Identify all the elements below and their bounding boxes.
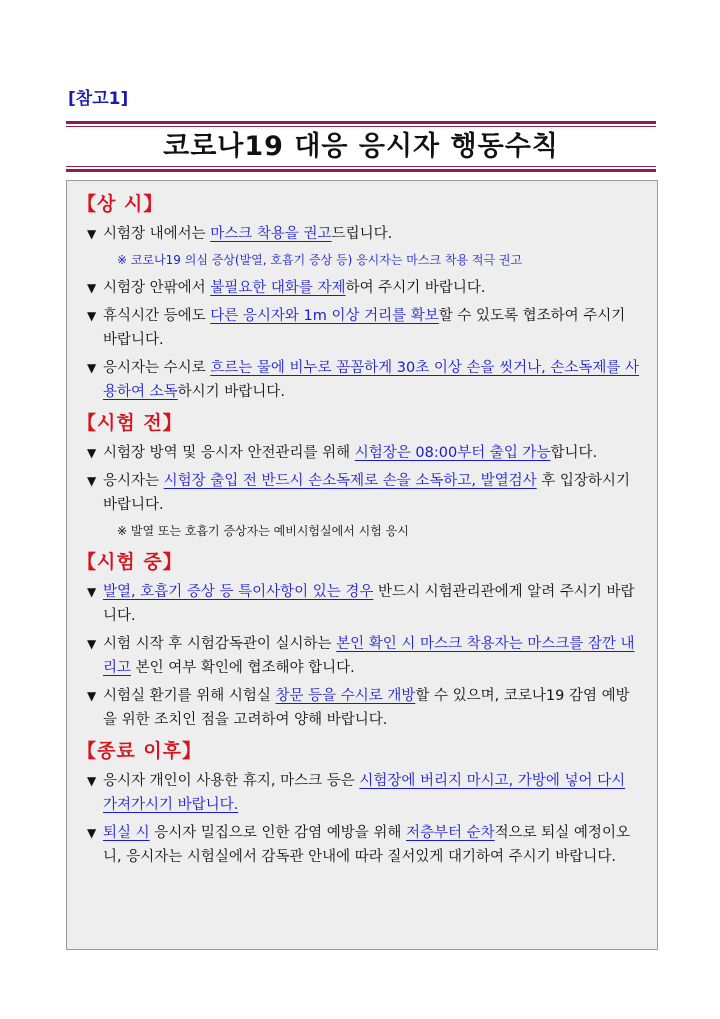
triangle-down-icon: ▼: [87, 446, 97, 460]
list-item: ▼ 시험장 내에서는 마스크 착용을 권고드립니다.: [77, 222, 643, 246]
triangle-down-icon: ▼: [87, 309, 97, 323]
page-title: 코로나19 대응 응시자 행동수칙: [163, 131, 559, 162]
list-item: ▼ 시험실 환기를 위해 시험실 창문 등을 수시로 개방할 수 있으며, 코로나19 감염 예방을 위한 조치인 점을 고려하여 양해 바랍니다.: [77, 684, 643, 732]
section-heading-during-exam: 【시험 중】: [77, 551, 183, 573]
note: ※ 코로나19 의심 증상(발열, 호흡기 증상 등) 응시자는 마스크 착용 적극 권고: [117, 253, 523, 267]
list-item: ▼ 퇴실 시 응시자 밀집으로 인한 감염 예방을 위해 저층부터 순차적으로 퇴실 예정이오니, 응시자는 시험실에서 감독관 안내에 따라 질서있게 대기하여 주시기 바랍니다.: [77, 821, 643, 869]
reference-label: [참고1]: [68, 89, 129, 109]
list-item: ▼ 발열, 호흡기 증상 등 특이사항이 있는 경우 반드시 시험관리관에게 알려 주시기 바랍니다.: [77, 580, 643, 628]
section-heading-always: 【상 시】: [77, 193, 164, 215]
section-heading-after-exam: 【종료 이후】: [77, 740, 203, 762]
triangle-down-icon: ▼: [87, 361, 97, 375]
list-item: ▼ 응시자는 수시로 흐르는 물에 비누로 꼼꼼하게 30초 이상 손을 씻거나, 손소독제를 사용하여 소독하시기 바랍니다.: [77, 356, 643, 404]
section-heading-before-exam: 【시험 전】: [77, 412, 183, 434]
triangle-down-icon: ▼: [87, 281, 97, 295]
triangle-down-icon: ▼: [87, 689, 97, 703]
title-bar: [66, 121, 656, 172]
triangle-down-icon: ▼: [87, 826, 97, 840]
triangle-down-icon: ▼: [87, 227, 97, 241]
list-item: ▼ 시험 시작 후 시험감독관이 실시하는 본인 확인 시 마스크 착용자는 마스크를 잠깐 내리고 본인 여부 확인에 협조해야 합니다.: [77, 632, 643, 680]
list-item: ▼ 시험장 방역 및 응시자 안전관리를 위해 시험장은 08:00부터 출입 가능합니다.: [77, 441, 643, 465]
triangle-down-icon: ▼: [87, 637, 97, 651]
list-item: ▼ 응시자는 시험장 출입 전 반드시 손소독제로 손을 소독하고, 발열검사 후 입장하시기 바랍니다.: [77, 469, 643, 517]
guideline-box: [66, 180, 658, 950]
triangle-down-icon: ▼: [87, 585, 97, 599]
note: ※ 발열 또는 호흡기 증상자는 예비시험실에서 시험 응시: [117, 524, 409, 538]
triangle-down-icon: ▼: [87, 774, 97, 788]
triangle-down-icon: ▼: [87, 474, 97, 488]
list-item: ▼ 시험장 안팎에서 불필요한 대화를 자제하여 주시기 바랍니다.: [77, 276, 643, 300]
list-item: ▼ 응시자 개인이 사용한 휴지, 마스크 등은 시험장에 버리지 마시고, 가방에 넣어 다시 가져가시기 바랍니다.: [77, 769, 643, 817]
list-item: ▼ 휴식시간 등에도 다른 응시자와 1m 이상 거리를 확보할 수 있도록 협조하여 주시기 바랍니다.: [77, 304, 643, 352]
